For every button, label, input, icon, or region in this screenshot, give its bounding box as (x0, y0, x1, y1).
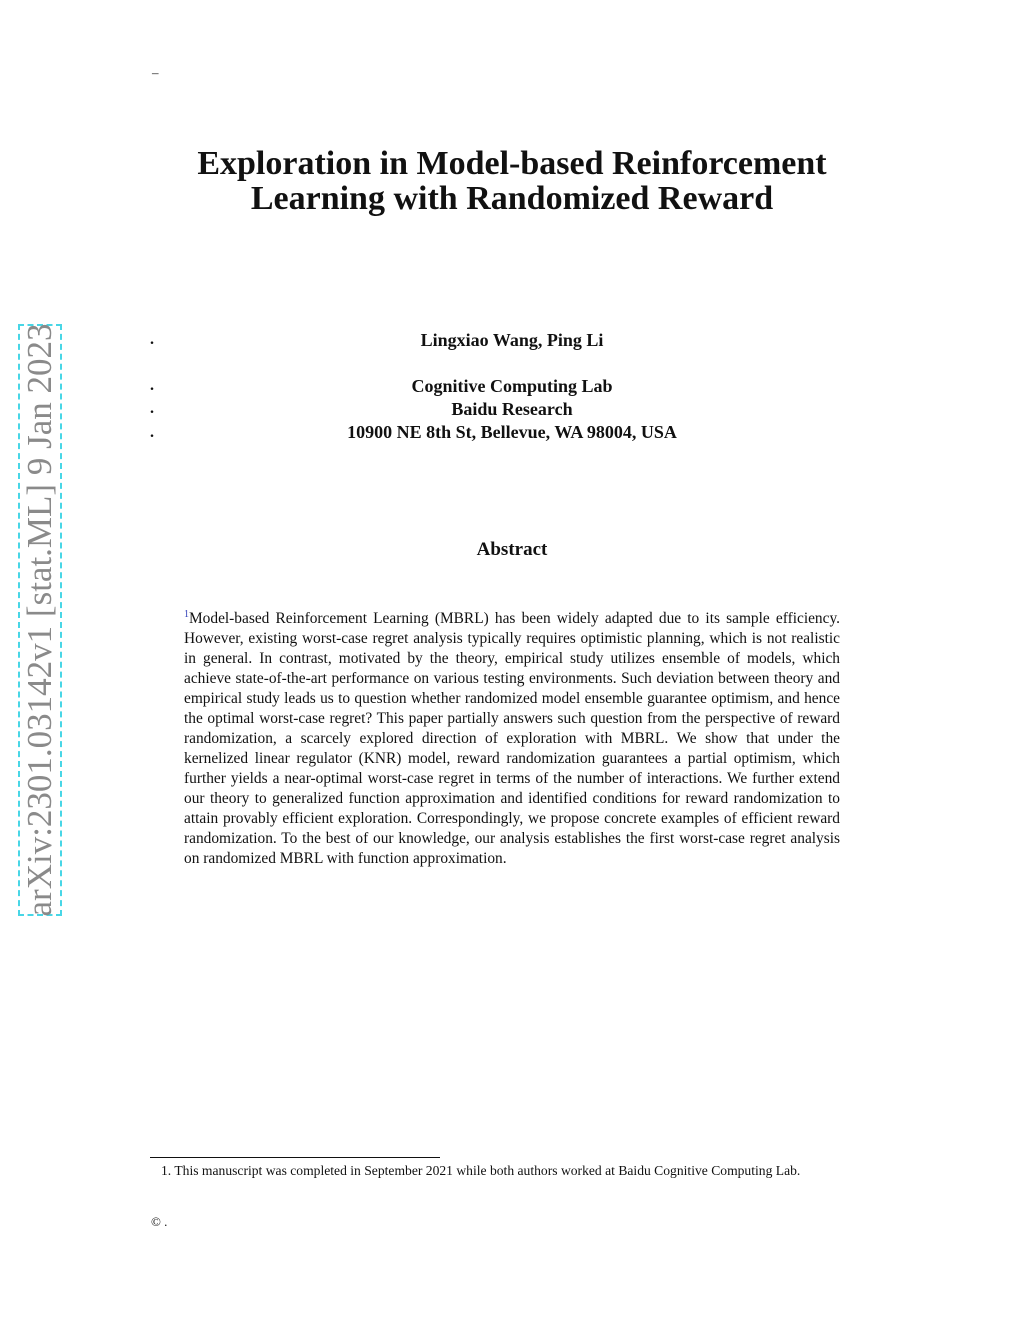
footnote: 1. This manuscript was completed in September 2021 while both authors worked at Baidu Cognitive Computing Lab. (161, 1163, 801, 1178)
title-line-1: Exploration in Model-based Reinforcement (197, 145, 827, 182)
affiliation-org: Baidu Research (451, 399, 573, 419)
footnote-rule (150, 1157, 440, 1158)
bullet-dot: . (150, 400, 154, 417)
abstract-text: Model-based Reinforcement Learning (MBRL) has been widely adapted due to its sample efficiency. However, existing worst-case regret analysis typically requires optimistic planning, which is not realistic in general. In contrast, motivated by the theory, empirical study utilizes ensemble of models, which achieve state-of-the-art performance on various testing environments. Such deviation between theory and empirical study leads us to question whether randomized model ensemble guarantee optimism, and hence the optimal worst-case regret? This paper partially answers such question from the perspective of reward randomization, a scarcely explored direction of exploration with MBRL. We show that under the kernelized linear regulator (KNR) model, reward randomization guarantees a partial optimism, which further yields a near-optimal worst-case regret in terms of the number of interactions. We further extend our theory to generalized function approximation and identified conditions for reward randomization to attain provably efficient exploration. Correspondingly, we propose concrete examples of efficient reward randomization. To the best of our knowledge, our analysis establishes the first worst-case regret analysis on randomized MBRL with function approximation. (184, 610, 840, 867)
affiliation-address: 10900 NE 8th St, Bellevue, WA 98004, USA (347, 422, 677, 442)
title-line-2: Learning with Randomized Reward (250, 180, 774, 217)
arxiv-stamp-box[interactable] (18, 324, 62, 916)
authors: Lingxiao Wang, Ping Li (420, 330, 604, 350)
bullet-dot: . (150, 377, 154, 394)
copyright-notice: © . (151, 1214, 168, 1229)
affiliation-lab: Cognitive Computing Lab (411, 376, 613, 396)
paper-title (112, 146, 912, 216)
abstract-heading: Abstract (476, 539, 548, 560)
footnote-marker[interactable]: 1 (184, 609, 189, 620)
abstract-body (184, 609, 840, 869)
arxiv-stamp[interactable]: arXiv:2301.03142v1 [stat.ML] 9 Jan 2023 (20, 323, 59, 917)
bullet-dot: . (150, 331, 154, 348)
bullet-dot: . (150, 424, 154, 441)
top-mark: – (152, 65, 159, 80)
